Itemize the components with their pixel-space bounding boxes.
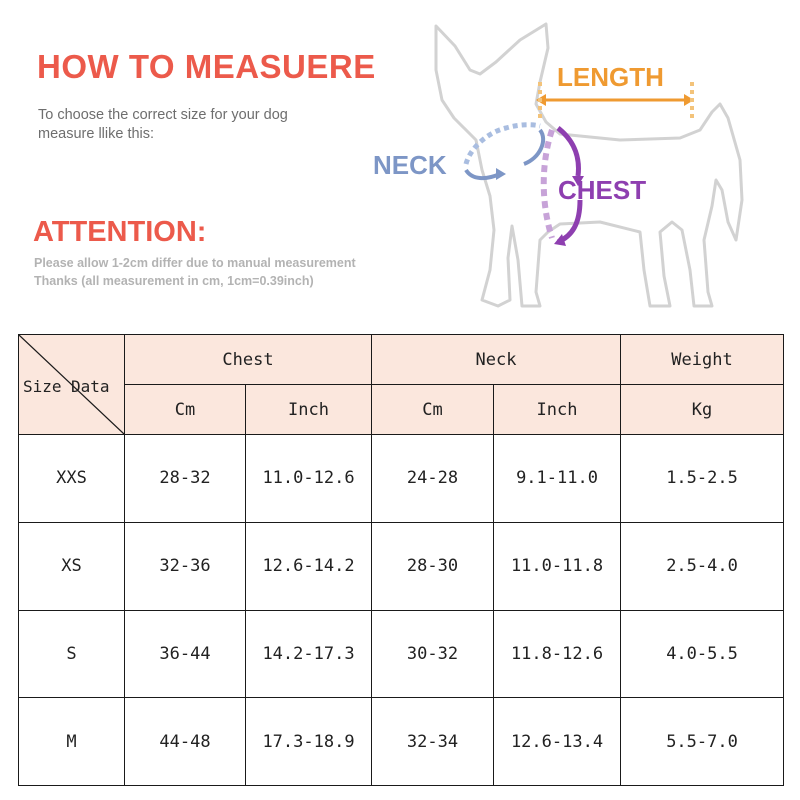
size-data-corner-cell: [19, 335, 125, 435]
neck-cm-cell: 24-28: [372, 435, 494, 523]
page-title: HOW TO MEASUERE: [37, 48, 376, 85]
weight-kg-cell: 5.5-7.0: [621, 698, 784, 786]
neck-inch-cell: 12.6-13.4: [494, 698, 621, 786]
attention-note-line-1: Please allow 1-2cm differ due to manual measurement: [34, 256, 356, 270]
weight-kg-cell: 2.5-4.0: [621, 522, 784, 610]
neck-inch-cell: 11.0-11.8: [494, 522, 621, 610]
chest-inch-cell: 17.3-18.9: [246, 698, 372, 786]
instructions-line-2: measure llike this:: [38, 126, 155, 142]
table-row: [19, 698, 784, 786]
weight-kg-cell: 4.0-5.5: [621, 610, 784, 698]
size-cell: M: [19, 698, 125, 786]
weight-kg-header: Kg: [621, 385, 784, 435]
corner-data-label: Data: [71, 377, 110, 396]
chest-cm-cell: 44-48: [125, 698, 246, 786]
table-row: [19, 610, 784, 698]
attention-note-line-2: Thanks (all measurement in cm, 1cm=0.39inch): [34, 274, 314, 288]
neck-inch-cell: 11.8-12.6: [494, 610, 621, 698]
size-chart-table: [18, 334, 784, 786]
neck-inch-cell: 9.1-11.0: [494, 435, 621, 523]
length-label: LENGTH: [557, 62, 664, 92]
chest-group-header: Chest: [125, 335, 372, 385]
neck-cm-header: Cm: [372, 385, 494, 435]
neck-group-header: Neck: [372, 335, 621, 385]
chest-inch-cell: 14.2-17.3: [246, 610, 372, 698]
neck-cm-cell: 32-34: [372, 698, 494, 786]
weight-kg-cell: 1.5-2.5: [621, 435, 784, 523]
table-row: [19, 435, 784, 523]
weight-group-header: Weight: [621, 335, 784, 385]
instructions-line-1: To choose the correct size for your dog: [38, 107, 288, 123]
size-cell: XXS: [19, 435, 125, 523]
chest-inch-cell: 12.6-14.2: [246, 522, 372, 610]
chest-inch-cell: 11.0-12.6: [246, 435, 372, 523]
chest-cm-cell: 36-44: [125, 610, 246, 698]
table-header-row: [19, 335, 784, 385]
chest-cm-cell: 32-36: [125, 522, 246, 610]
neck-cm-cell: 28-30: [372, 522, 494, 610]
neck-inch-header: Inch: [494, 385, 621, 435]
table-subheader-row: [19, 385, 784, 435]
table-row: [19, 522, 784, 610]
neck-cm-cell: 30-32: [372, 610, 494, 698]
chest-cm-cell: 28-32: [125, 435, 246, 523]
size-cell: XS: [19, 522, 125, 610]
corner-size-label: Size: [23, 377, 62, 396]
neck-label: NECK: [373, 150, 447, 180]
size-cell: S: [19, 610, 125, 698]
chest-inch-header: Inch: [246, 385, 372, 435]
chest-cm-header: Cm: [125, 385, 246, 435]
attention-heading: ATTENTION:: [33, 216, 207, 248]
chest-label: CHEST: [558, 175, 647, 205]
instructions-text: [38, 106, 338, 144]
